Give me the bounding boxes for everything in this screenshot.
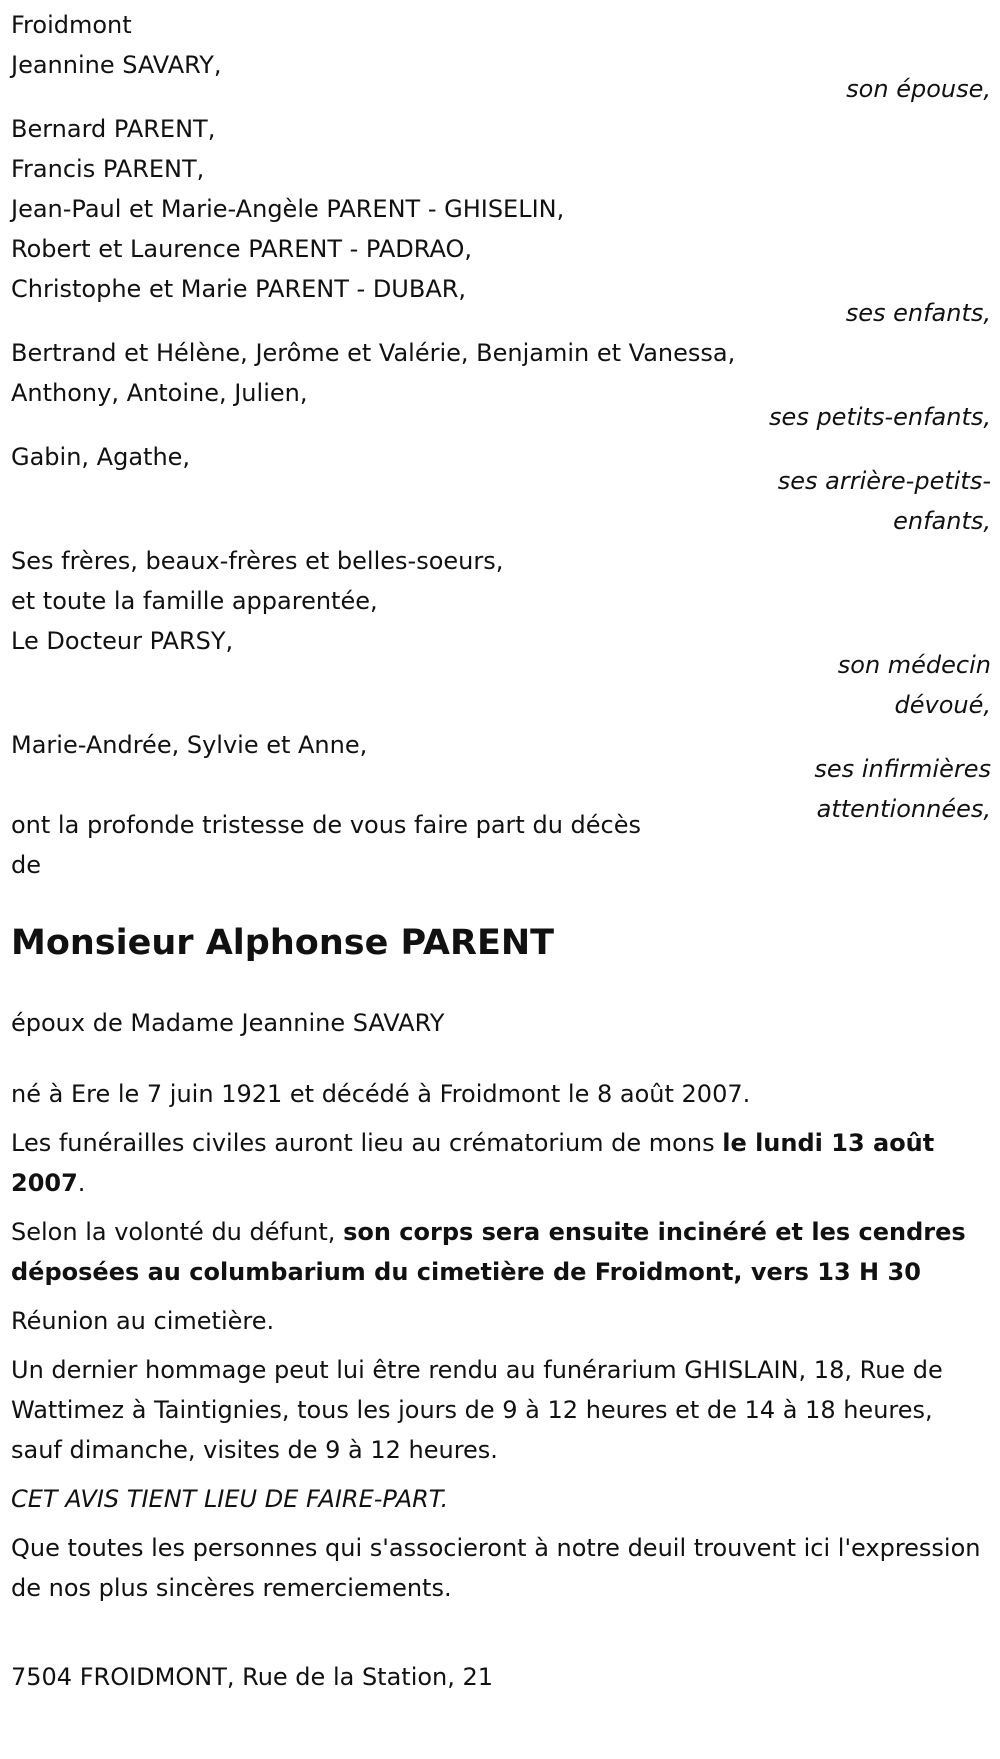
family-names: Jeannine SAVARY, (11, 51, 222, 79)
family-names: Ses frères, beaux-frères et belles-soeurs, (11, 547, 504, 575)
visit-info: Un dernier hommage peut lui être rendu au funérarium GHISLAIN, 18, Rue de Wattimez à Taintignies, tous les jours de 9 à 12 heures et de 14 à 18 heures, sauf dimanche, visites de 9 à 12 heures. (11, 1356, 943, 1464)
announcement-line: de (11, 851, 41, 879)
family-names: Jean-Paul et Marie-Angèle PARENT - GHISELIN, (11, 195, 565, 223)
family-names: Christophe et Marie PARENT - DUBAR, (11, 275, 467, 303)
relation-text: ses petits-enfants, (769, 403, 991, 431)
relation-text: enfants, (893, 507, 991, 535)
announcement-line: ont la profonde tristesse de vous faire part du décès (11, 811, 641, 839)
relation-text: son médecin (837, 651, 991, 679)
family-names: Gabin, Agathe, (11, 443, 191, 471)
relation-text: attentionnées, (816, 795, 991, 823)
address: 7504 FROIDMONT, Rue de la Station, 21 (11, 1663, 494, 1691)
family-group-spouse (11, 45, 991, 109)
cremation-details: son corps sera ensuite incinéré et les cendres déposées au columbarium du cimetière de Froidmont, vers 13 H 30 (11, 1218, 966, 1286)
family-names: Bertrand et Hélène, Jerôme et Valérie, Benjamin et Vanessa, (11, 339, 736, 367)
family-names: et toute la famille apparentée, (11, 587, 378, 615)
notice-text: CET AVIS TIENT LIEU DE FAIRE-PART. (11, 1485, 449, 1513)
thanks: Que toutes les personnes qui s'associeront à notre deuil trouvent ici l'expression de nos plus sincères remerciements. (11, 1534, 981, 1602)
funeral-date: le lundi 13 août 2007 (11, 1129, 935, 1197)
relation-label (751, 397, 991, 437)
header-place: Froidmont (11, 11, 132, 39)
family-names: Bernard PARENT, (11, 115, 216, 143)
relation-text: dévoué, (894, 691, 991, 719)
funeral-end: . (77, 1169, 86, 1197)
relation-text: ses arrière-petits- (777, 467, 991, 495)
family-names: Robert et Laurence PARENT - PADRAO, (11, 235, 472, 263)
relation-label (751, 749, 991, 829)
family-group-children (11, 109, 991, 333)
relation-label (751, 461, 991, 541)
funeral-text: Les funérailles civiles auront lieu au crématorium de mons (11, 1129, 723, 1157)
spouse-line: époux de Madame Jeannine SAVARY (11, 1009, 445, 1037)
notice (11, 1479, 991, 1519)
deceased-name: Monsieur Alphonse PARENT (11, 923, 555, 963)
relation-text: son épouse, (846, 75, 991, 103)
family-names: Marie-Andrée, Sylvie et Anne, (11, 731, 368, 759)
relation-text: ses infirmières (814, 755, 991, 783)
family-group-doctor (11, 541, 991, 725)
funeral-info (11, 1123, 991, 1203)
birth-death: né à Ere le 7 juin 1921 et décédé à Froidmont le 8 août 2007. (11, 1080, 751, 1108)
family-group-great-grandchildren (11, 437, 991, 541)
family-names: Anthony, Antoine, Julien, (11, 379, 308, 407)
reunion-info: Réunion au cimetière. (11, 1307, 275, 1335)
family-names: Francis PARENT, (11, 155, 205, 183)
relation-text: ses enfants, (845, 299, 991, 327)
relation-label (751, 69, 991, 109)
family-group-nurses (11, 725, 991, 885)
relation-label (751, 293, 991, 333)
relation-label (751, 645, 991, 725)
family-group-grandchildren (11, 333, 991, 437)
cremation-info (11, 1212, 991, 1292)
cremation-text: Selon la volonté du défunt, (11, 1218, 344, 1246)
family-names: Le Docteur PARSY, (11, 627, 234, 655)
